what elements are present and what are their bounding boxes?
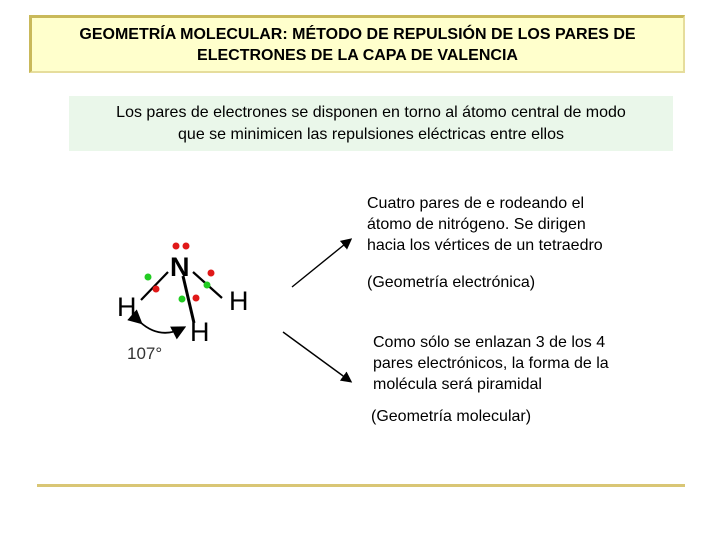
angle-label: 107° [127,344,163,363]
title-line-1: GEOMETRÍA MOLECULAR: MÉTODO DE REPULSIÓN DE LOS PARES DE [79,26,636,43]
arrow-lower [283,332,350,381]
electron-right-green [204,282,211,289]
atom-h-right: H [229,286,249,316]
atom-h-left: H [117,292,137,322]
atom-h-front: H [190,317,210,347]
text-line: Como sólo se enlazan 3 de los 4 [373,334,606,351]
atom-n: N [170,252,190,282]
text-line: Cuatro pares de e rodeando el [367,195,585,212]
molecular-geometry-label: (Geometría molecular) [371,408,532,425]
title-line-2: ELECTRONES DE LA CAPA DE VALENCIA [197,47,518,64]
lone-pair-electron-1 [173,243,180,250]
electronic-geometry-label: (Geometría electrónica) [367,274,536,291]
electron-front-green [179,296,186,303]
molecular-geometry-description [373,332,673,395]
electron-right-red [208,270,215,277]
text-line: hacia los vértices de un tetraedro [367,237,603,254]
arrow-upper [292,240,350,287]
lone-pair-electron-2 [183,243,190,250]
text-line: pares electrónicos, la forma de la [373,355,609,372]
intro-line-1: Los pares de electrones se disponen en torno al átomo central de modo [116,104,626,121]
intro-line-2: que se minimicen las repulsiones eléctricas entre ellos [178,126,564,143]
electronic-geometry-description [367,193,657,256]
electron-front-red [193,295,200,302]
text-line: átomo de nitrógeno. Se dirigen [367,216,586,233]
text-line: molécula será piramidal [373,376,542,393]
electron-left-green [145,274,152,281]
electron-left-red [153,286,160,293]
angle-arc [140,322,183,333]
bottom-divider [37,484,685,487]
